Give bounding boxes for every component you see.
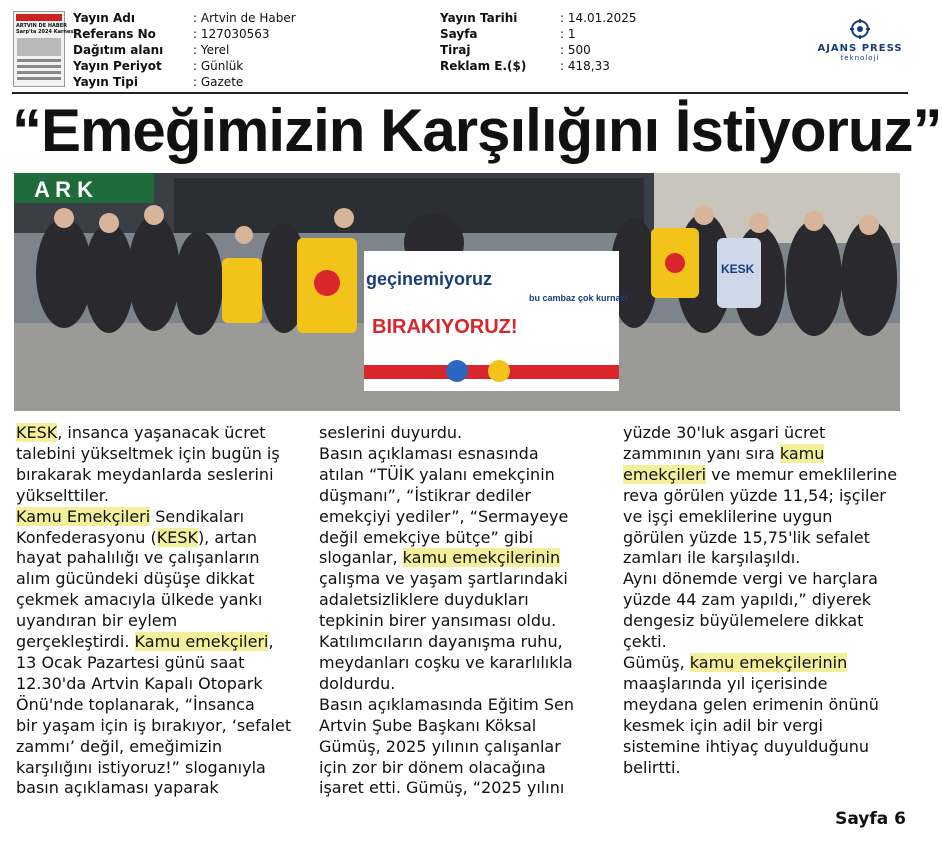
article-line [319,758,613,779]
line-segment: , [268,632,274,652]
meta-value: : Günlük [193,59,244,73]
line-segment: işaret etti. Gümüş, “2025 yılını [319,778,565,798]
banner-line1: geçinemiyoruz [366,269,493,289]
article-line [319,548,613,569]
article-line [319,486,613,507]
article-line [16,507,306,528]
line-segment: kamu emekçilerinin [402,548,561,568]
article-line [16,716,306,737]
meta-value: : 127030563 [193,27,270,41]
line-segment: zammının yanı sıra [623,443,780,463]
line-segment: uyandıran bir eylem [16,611,178,631]
meta-row [440,42,700,58]
article-line [623,695,913,716]
meta-row [73,74,363,90]
article-line [623,548,913,569]
article-line [319,716,613,737]
line-segment: tepkinin birer yansıması oldu. [319,611,557,631]
article-line [623,758,913,779]
ajans-press-logo [805,18,915,62]
protest-photo [14,173,900,411]
line-segment: talebini yükseltmek için bugün iş [16,443,280,463]
line-segment: karşılığını istiyoruz!” sloganıyla [16,757,266,777]
meta-key: Reklam E.($) [440,59,527,73]
meta-key: Referans No [73,27,156,41]
line-segment: Basın açıklaması esnasında [319,443,539,463]
line-segment: Artvin Şube Başkanı Köksal [319,715,537,735]
article-line [623,674,913,695]
line-segment: 12.30'da Artvin Kapalı Otopark [16,673,263,693]
globe-icon [805,18,915,43]
line-segment: çalışma ve yaşam şartlarındaki [319,569,568,589]
line-segment: Kamu Emekçileri [16,506,151,526]
article-line [623,569,913,590]
line-segment: kesmek için adil bir vergi [623,715,823,735]
line-segment: çekmek amacıyla ülkede yankı [16,590,263,610]
vest-text: KESK [721,262,755,276]
meta-key: Sayfa [440,27,478,41]
line-segment: meydana gelen erimenin önünü [623,694,879,714]
article-line [16,569,306,590]
article-line [319,423,613,444]
line-segment: yüzde 44 zam yapıldı,” diyerek [623,590,872,610]
meta-key: Tiraj [440,43,471,57]
meta-right [440,10,700,74]
article-headline: “Emeğimizin Karşılığını İstiyoruz” [12,97,942,164]
meta-value: : 500 [560,43,591,57]
article-line [623,423,913,444]
article-line [16,465,306,486]
line-segment: Önü'nde toplanarak, “İnsanca [16,694,255,714]
line-segment: kamu emekçilerinin [689,652,848,672]
article-line [623,611,913,632]
line-segment: hayat pahalılığı ve çalışanların [16,548,260,568]
line-segment: bir yaşam için iş bırakıyor, ‘sefalet [16,715,292,735]
thumbnail-headline: Sarp'ta 2024 Karnesi [16,29,76,35]
meta-row [440,26,700,42]
line-segment: dengesiz büyülemelere dikkat [623,611,864,631]
meta-row [440,58,700,74]
line-segment: basın açıklaması yaparak [16,778,219,798]
line-segment: KESK [156,527,198,547]
article-line [319,632,613,653]
article-line [319,737,613,758]
article-line [16,695,306,716]
article-line [319,569,613,590]
line-segment: çekti. [623,632,667,652]
meta-row [73,58,363,74]
line-segment: düşmanı”, “İstikrar dediler [319,485,531,505]
article-line [319,778,613,799]
meta-key: Yayın Tarihi [440,11,518,25]
article-line [623,590,913,611]
article-line [16,423,306,444]
page-label: Sayfa 6 [835,809,906,829]
article-line [16,632,306,653]
meta-row [440,10,700,26]
line-segment: ve işçi emeklilerine uygun [623,506,833,526]
article-line [16,444,306,465]
article-line [16,778,306,799]
line-segment: Aynı dönemde vergi ve harçlara [623,569,878,589]
line-segment: doldurdu. [319,673,396,693]
article-line [16,486,306,507]
article-line [16,674,306,695]
article-line [319,465,613,486]
line-segment: Basın açıklamasında Eğitim Sen [319,694,574,714]
line-segment: , insanca yaşanacak ücret [57,423,266,442]
meta-key: Yayın Periyot [73,59,162,73]
line-segment: Gümüş, 2025 yılının çalışanlar [319,736,561,756]
line-segment: adaletsizliklere duydukları [319,590,529,610]
logo-sub: teknoloji [840,54,880,62]
line-segment: bırakarak meydanlarda seslerini [16,464,274,484]
line-segment: Katılımcıların dayanışma ruhu, [319,632,563,652]
article-column-3 [623,423,913,778]
line-segment: 13 Ocak Pazartesi günü saat [16,652,245,672]
line-segment: Kamu emekçileri [134,632,269,652]
article-line [319,611,613,632]
meta-value: : Yerel [193,43,230,57]
article-line [16,653,306,674]
line-segment: seslerini duyurdu. [319,423,463,442]
meta-row [73,42,363,58]
line-segment: için zor bir dönem olacağına [319,757,546,777]
line-segment: emekçiyi yediler”, “Sermayeye [319,506,569,526]
line-segment: zamları ile karşılaşıldı. [623,548,801,568]
meta-value: : 14.01.2025 [560,11,637,25]
article-line [319,528,613,549]
meta-value: : 1 [560,27,576,41]
article-line [319,674,613,695]
meta-value: : Artvin de Haber [193,11,296,25]
article-line [623,632,913,653]
article-line [623,528,913,549]
line-segment: değil emekçiye bütçe” gibi [319,527,534,547]
line-segment: KESK [16,423,58,442]
line-segment: yüzde 30'luk asgari ücret [623,423,826,442]
meta-value: : Gazete [193,75,244,89]
banner-bubble: bu cambaz çok kurnaz! [529,293,629,303]
meta-key: Yayın Tipi [73,75,138,89]
line-segment: ve memur emeklilerine [706,464,898,484]
meta-value: : 418,33 [560,59,610,73]
thumbnail-masthead: ARTVIN DE HABER [16,23,67,29]
line-segment: yükselttiler. [16,485,109,505]
article-line [623,653,913,674]
line-segment: Sendikaları [150,506,245,526]
article-line [16,737,306,758]
line-segment: Konfederasyonu ( [16,527,157,547]
meta-row [73,10,363,26]
article-line [319,444,613,465]
article-line [16,758,306,779]
article-line [16,528,306,549]
line-segment: görülen yüzde 15,75'lik sefalet [623,527,870,547]
line-segment: ), artan [197,527,257,547]
meta-key: Dağıtım alanı [73,43,164,57]
meta-row [73,26,363,42]
meta-key: Yayın Adı [73,11,135,25]
logo-name: AJANS PRESS [817,43,903,54]
article-line [319,695,613,716]
line-segment: kamu [779,443,825,463]
line-segment: atılan “TÜİK yalanı emekçinin [319,464,555,484]
line-segment: emekçileri [623,464,707,484]
line-segment: reva görülen yüzde 11,54; işçiler [623,485,886,505]
article-line [623,465,913,486]
article-line [623,737,913,758]
line-segment: gerçekleştirdi. [16,632,135,652]
line-segment: zammı’ değil, emeğimizin [16,736,223,756]
article-line [16,548,306,569]
meta-left [73,10,363,90]
article-column-1 [16,423,306,799]
article-line [319,590,613,611]
newspaper-thumbnail [13,11,76,87]
line-segment: sloganlar, [319,548,403,568]
article-line [16,611,306,632]
article-column-2 [319,423,613,799]
article-line [623,444,913,465]
line-segment: alım gücündeki düşüşe dikkat [16,569,255,589]
line-segment: meydanları coşku ve kararlılıkla [319,652,573,672]
shop-sign: A R K [34,177,94,202]
line-segment: sistemine ihtiyaç duyulduğunu [623,736,870,756]
article-line [623,486,913,507]
article-line [319,653,613,674]
article-line [623,507,913,528]
article-line [16,590,306,611]
article-line [319,507,613,528]
line-segment: maaşlarında yıl içerisinde [623,673,828,693]
banner-line2: BIRAKIYORUZ! [372,316,518,338]
line-segment: belirtti. [623,757,681,777]
article-line [623,716,913,737]
line-segment: Gümüş, [623,652,690,672]
